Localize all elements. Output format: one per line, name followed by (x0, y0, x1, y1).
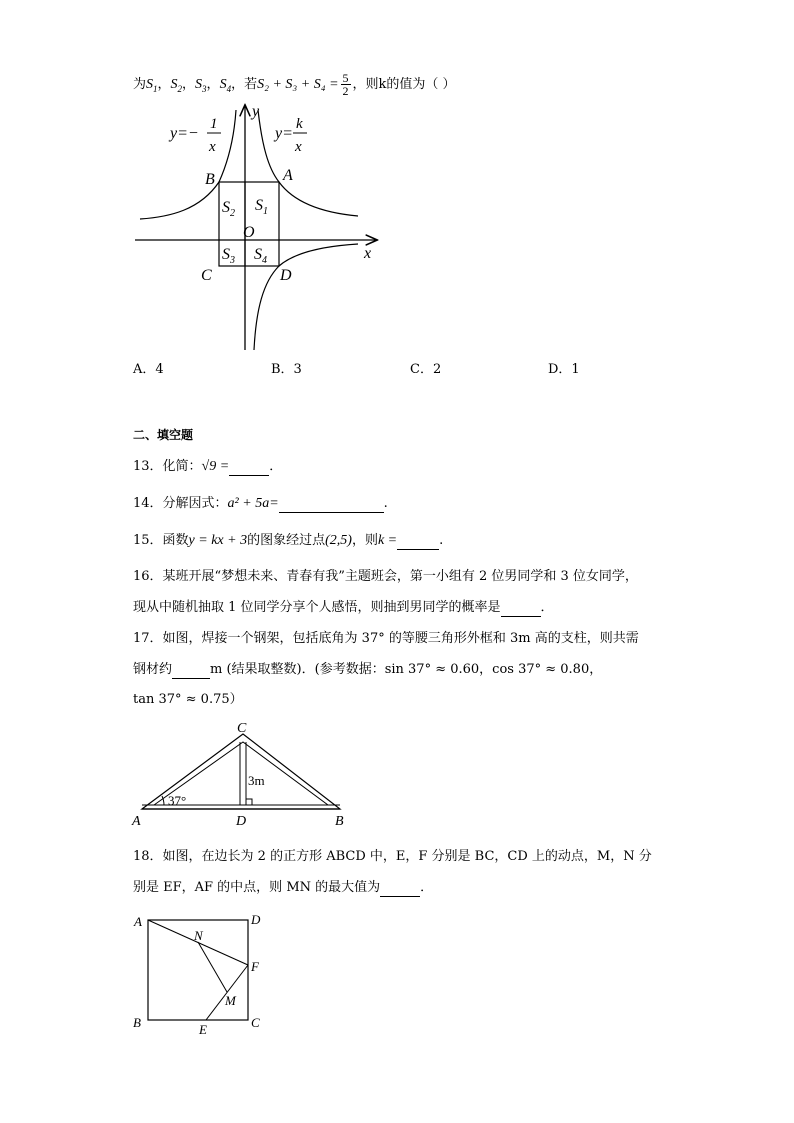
q15-answer-blank[interactable] (397, 535, 439, 550)
q16-end: ． (540, 600, 554, 615)
q16-answer-blank[interactable] (501, 602, 541, 617)
q15-point: (2,5) (325, 533, 352, 548)
q15-k: k = (377, 533, 398, 548)
q18-line2a: 别是 EF，AF 的中点，则 MN 的最大值为 (133, 880, 381, 895)
region-s2-label: $S_2$ (222, 199, 235, 219)
q15-text: 15．函数 (133, 533, 189, 548)
q14-end: . (383, 496, 388, 511)
region-s3-label: $S_3$ (222, 246, 235, 266)
q14 (133, 495, 388, 513)
point-f-label: F (251, 959, 259, 974)
option-d[interactable]: D．1 (548, 362, 580, 377)
right-function-label (273, 116, 307, 155)
right-upper-branch-curve (258, 110, 358, 216)
point-c-label: C (251, 1015, 260, 1030)
q14-answer-blank[interactable] (279, 498, 384, 513)
point-b-label: B (205, 171, 215, 188)
q13-expr: √9 = (201, 459, 230, 474)
region-s4-label: $S_4$ (254, 246, 267, 266)
svg-text:x: x (295, 139, 302, 155)
q12-tail: ，则k的值为（ ） (352, 77, 456, 92)
q16-line2 (133, 599, 554, 617)
q17-line2 (133, 661, 602, 679)
hyperbola-graph (130, 100, 390, 360)
x-axis-label: x (364, 245, 372, 262)
q15 (133, 532, 443, 550)
point-d-label: D (251, 912, 261, 927)
point-d-label: D (236, 814, 247, 829)
section-title: 二、填空题 (133, 428, 194, 442)
svg-text:k: k (296, 116, 303, 132)
left-function-label (168, 116, 221, 155)
q12-s2: $S_2$ (170, 77, 183, 94)
q14-expr: a² + 5a= (227, 496, 279, 511)
q17-line2b: m (结果取整数)．(参考数据：sin 37° ≈ 0.60，cos 37° ≈ 0.80， (210, 662, 603, 677)
svg-text:1: 1 (210, 116, 218, 132)
q15-mid: 的图象经过点 (247, 533, 326, 548)
q18-line1: 18．如图，在边长为 2 的正方形 ABCD 中，E，F 分别是 BC，CD 上的动点，M，N 分 (133, 849, 652, 864)
q12-stem (133, 72, 456, 98)
svg-text:y=−: y=− (170, 125, 199, 142)
square-figure (128, 910, 268, 1040)
q12-sep3: ， (206, 77, 220, 92)
angle-label: 37° (168, 793, 187, 808)
point-b-label: B (133, 1015, 141, 1030)
q12-sep2: ， (182, 77, 196, 92)
q17-line3: tan 37° ≈ 0.75） (133, 692, 243, 707)
point-c-label: C (237, 721, 247, 736)
q12-sep4: ，若 (231, 77, 258, 92)
q17-line1: 17．如图，焊接一个钢架，包括底角为 37° 的等腰三角形外框和 3m 高的支柱，则共需 (133, 631, 639, 646)
height-label: 3m (248, 773, 265, 788)
q12-s1: $S_1$ (146, 77, 158, 94)
q12-sep1: ， (157, 77, 171, 92)
q15-mid2: ，则 (351, 533, 378, 548)
q14-text: 14．分解因式： (133, 496, 228, 511)
q17-answer-blank[interactable] (172, 664, 210, 679)
point-c-label: C (201, 267, 212, 284)
option-b[interactable]: B．3 (271, 362, 302, 377)
point-e-label: E (199, 1022, 207, 1037)
q12-s4: $S_4$ (219, 77, 232, 94)
point-n-label: N (194, 928, 203, 943)
option-a[interactable]: A．4 (133, 362, 164, 377)
point-a-label: A (134, 914, 142, 929)
q13-end: ． (269, 459, 283, 474)
q13-text: 13．化简： (133, 459, 202, 474)
q13 (133, 458, 282, 476)
point-d-label: D (280, 267, 292, 284)
q12-fraction: $\frac{5}{2}$ (342, 71, 349, 98)
option-c[interactable]: C．2 (410, 362, 442, 377)
q16-line2-text: 现从中随机抽取 1 位同学分享个人感悟，则抽到男同学的概率是 (133, 600, 501, 615)
svg-text:x: x (209, 139, 216, 155)
q18-end: ． (420, 880, 434, 895)
angle-arc (162, 796, 164, 805)
point-m-label: M (225, 993, 236, 1008)
point-a-label: A (132, 814, 141, 829)
q13-answer-blank[interactable] (229, 461, 269, 476)
q15-end: . (439, 533, 444, 548)
svg-text:y=: y= (275, 125, 293, 142)
point-b-label: B (335, 814, 344, 829)
steel-frame-figure (128, 722, 368, 832)
point-a-label: A (283, 167, 293, 184)
region-s1-label: $S_1$ (255, 197, 268, 217)
q18-answer-blank[interactable] (380, 882, 420, 897)
q18-line2 (133, 879, 433, 897)
q12-intro: 为 (133, 77, 147, 92)
y-axis-label: y (252, 103, 260, 120)
q15-expr: y = kx + 3 (188, 533, 248, 548)
q16-line1: 16．某班开展“梦想未来、青春有我”主题班会，第一小组有 2 位男同学和 3 位女同学， (133, 569, 638, 584)
right-angle-mark (246, 799, 252, 805)
q12-condition: S₂ + S₃ + S₄ = (257, 77, 339, 92)
q12-s3: $S_3$ (195, 77, 207, 94)
q17-line2a: 钢材约 (133, 662, 173, 677)
right-lower-branch-curve (254, 244, 358, 350)
origin-label: O (243, 224, 255, 241)
